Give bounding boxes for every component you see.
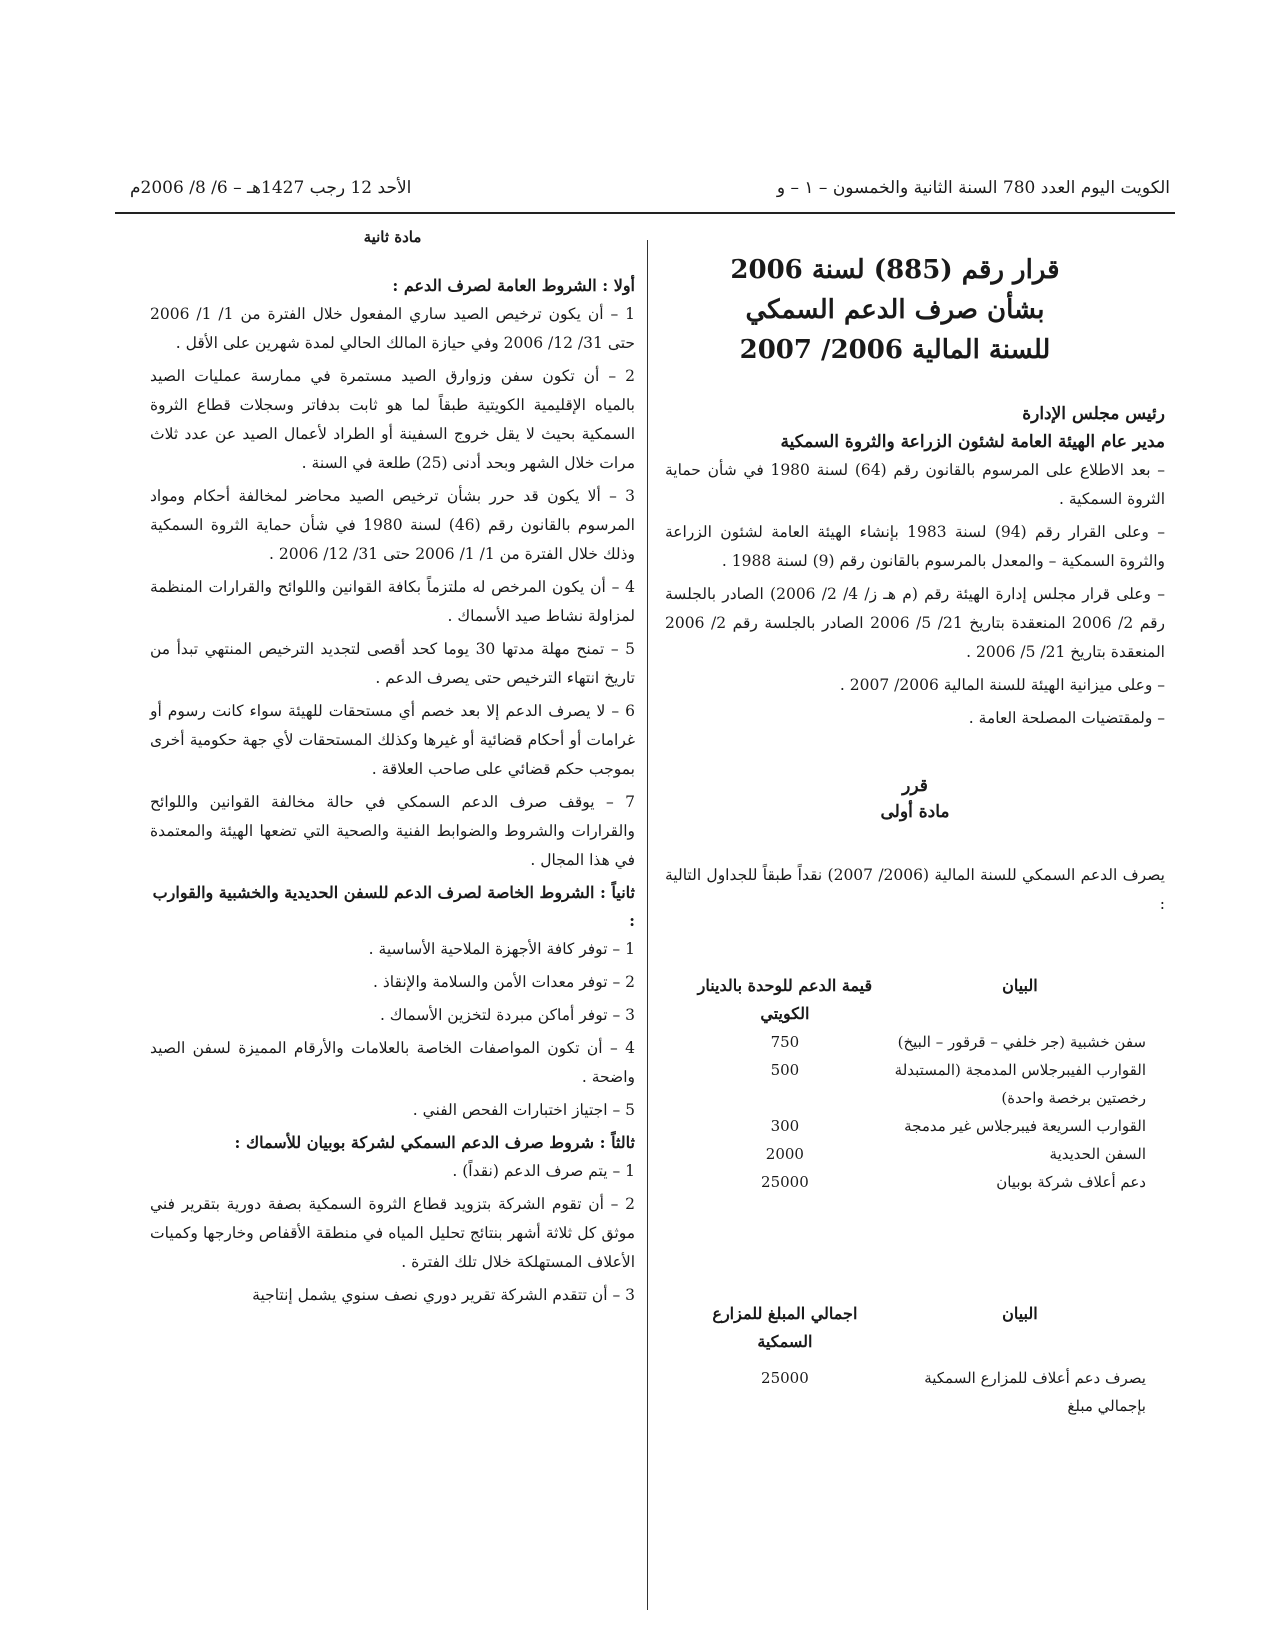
condition-item: 2 – توفر معدات الأمن والسلامة والإنقاذ . [373, 973, 635, 991]
article-1-title: مادة أولى [880, 802, 950, 822]
condition-item: 4 – أن يكون المرخص له ملتزماً بكافة القوانين واللوائح والقرارات المنظمة لمزاولة نشاط صيد الأسماك . [150, 578, 635, 625]
section-heading-vessels: ثانياً : الشروط الخاصة لصرف الدعم للسفن الحديدية والخشبية والقوارب : [152, 883, 635, 930]
table-cell-value: 300 [770, 1117, 800, 1135]
left-column [150, 228, 635, 1314]
condition-item: 6 – لا يصرف الدعم إلا بعد خصم أي مستحقات للهيئة سواء كانت رسوم أو غرامات أو أحكام قضائية أو غيرها وكذلك المستحقات لأي جهة حكومية أخرى بموجب حكم قضائي على صاحب العلاقة . [150, 702, 635, 778]
table-row [680, 1356, 1150, 1420]
header-rule [115, 212, 1175, 214]
preamble-item: – بعد الاطلاع على المرسوم بالقانون رقم (64) لسنة 1980 في شأن حماية الثروة السمكية . [665, 461, 1165, 508]
condition-item: 2 – أن تكون سفن وزوارق الصيد مستمرة في ممارسة عمليات الصيد بالمياه الإقليمية الكويتية طبقاً لما هو ثابت بدفاتر وسجلات قطاع الثروة السمكية بحيث لا يقل خروج السفينة أو الطراد لأعمال الصيد عن عدد ثلاث مرات خلال الشهر وبحد أدنى (25) طلعة في السنة . [150, 367, 635, 472]
table-row [680, 1028, 1150, 1056]
condition-item: 3 – توفر أماكن مبردة لتخزين الأسماك . [379, 1006, 635, 1024]
subsidy-table [680, 972, 1150, 1196]
preamble-item: – وعلى ميزانية الهيئة للسنة المالية 2006/ 2007 . [839, 676, 1165, 694]
condition-item: 5 – اجتياز اختبارات الفحص الفني . [412, 1101, 635, 1119]
table-header-value: اجمالي المبلغ للمزارع السمكية [712, 1304, 858, 1351]
header-date: الأحد 12 رجب 1427هـ – 6/ 8/ 2006م [130, 178, 412, 198]
table-header-desc: البيان [1002, 976, 1038, 995]
column-divider [647, 240, 648, 1610]
condition-item: 5 – تمنح مهلة مدتها 30 يوما كحد أقصى لتجديد الترخيص المنتهي تبدأ من تاريخ انتهاء الترخيص حتى يصرف الدعم . [150, 640, 635, 687]
article-2-title: مادة ثانية [363, 228, 422, 246]
condition-item: 7 – يوقف صرف الدعم السمكي في حالة مخالفة القوانين واللوائح والقرارات والشروط والضوابط الفنية والصحية التي تضعها الهيئة والمعتمدة في هذا المجال . [150, 793, 635, 869]
table-header-row [680, 1300, 1150, 1356]
condition-item: 1 – أن يكون ترخيص الصيد ساري المفعول خلال الفترة من 1/ 1/ 2006 حتى 31/ 12/ 2006 وفي حيازة المالك الحالي لمدة شهرين على الأقل . [150, 305, 635, 352]
decision-title-line: للسنة المالية 2006/ 2007 [739, 335, 1051, 365]
table-cell-desc: القوارب الفيبرجلاس المدمجة (المستبدلة رخصتين برخصة واحدة) [894, 1061, 1146, 1107]
issuer-title: رئيس مجلس الإدارة [1022, 404, 1165, 424]
table-row [680, 1112, 1150, 1140]
table-cell-value: 750 [770, 1033, 800, 1051]
table-cell-desc: دعم أعلاف شركة بوبيان [996, 1173, 1146, 1191]
condition-item: 3 – ألا يكون قد حرر بشأن ترخيص الصيد محاضر لمخالفة أحكام ومواد المرسوم بالقانون رقم (46) لسنة 1980 في شأن حماية الثروة السمكية وذلك خلال الفترة من 1/ 1/ 2006 حتى 31/ 12/ 2006 . [150, 487, 635, 563]
decision-title [665, 250, 1125, 370]
condition-item: 1 – يتم صرف الدعم (نقداً) . [452, 1162, 635, 1180]
fish-farm-table [680, 1300, 1150, 1420]
table-row [680, 1140, 1150, 1168]
section-heading-boubyan: ثالثاً : شروط صرف الدعم السمكي لشركة بوبيان للأسماك : [234, 1133, 635, 1152]
decision-title-line: قرار رقم (885) لسنة 2006 [730, 255, 1060, 285]
issuer-position: مدير عام الهيئة العامة لشئون الزراعة والثروة السمكية [780, 432, 1165, 452]
condition-item: 1 – توفر كافة الأجهزة الملاحية الأساسية . [368, 940, 635, 958]
right-column [665, 250, 1165, 923]
table-cell-desc: سفن خشبية (جر خلفي – قرقور – البيخ) [897, 1033, 1146, 1051]
decision-title-line: بشأن صرف الدعم السمكي [745, 295, 1045, 325]
table-cell-value: 25000 [761, 1173, 809, 1191]
condition-item: 3 – أن تتقدم الشركة تقرير دوري نصف سنوي يشمل إنتاجية [252, 1286, 635, 1304]
decided-heading: قرر [902, 776, 928, 796]
preamble-item: – ولمقتضيات المصلحة العامة . [968, 709, 1165, 727]
table-header-desc: البيان [1002, 1304, 1038, 1323]
table-cell-value: 25000 [761, 1369, 809, 1387]
section-heading-general: أولا : الشروط العامة لصرف الدعم : [392, 276, 635, 295]
article-1-text: يصرف الدعم السمكي للسنة المالية (2006/ 2007) نقداً طبقاً للجداول التالية : [665, 866, 1165, 913]
table-row [680, 1168, 1150, 1196]
preamble-item: – وعلى قرار مجلس إدارة الهيئة رقم (م هـ ز/ 4/ 2/ 2006) الصادر بالجلسة رقم 2/ 2006 المنعقدة بتاريخ 21/ 5/ 2006 الصادر بالجلسة رقم 2/ 2006 المنعقدة بتاريخ 21/ 5/ 2006 . [665, 585, 1166, 661]
table-cell-desc: يصرف دعم أعلاف للمزارع السمكية بإجمالي مبلغ [924, 1369, 1146, 1415]
condition-item: 2 – أن تقوم الشركة بتزويد قطاع الثروة السمكية بصفة دورية بتقرير فني موثق كل ثلاثة أشهر بنتائج تحليل المياه في منطقة الأقفاص وخارجها وكميات الأعلاف المستهلكة خلال تلك الفترة . [150, 1195, 635, 1271]
table-row [680, 1056, 1150, 1112]
header-issue-info: الكويت اليوم العدد 780 السنة الثانية والخمسون – ١ – و [776, 178, 1170, 198]
table-cell-desc: السفن الحديدية [1049, 1145, 1146, 1163]
table-cell-value: 500 [770, 1061, 800, 1079]
table-cell-value: 2000 [765, 1145, 804, 1163]
table-cell-desc: القوارب السريعة فيبرجلاس غير مدمجة [904, 1117, 1146, 1135]
condition-item: 4 – أن تكون المواصفات الخاصة بالعلامات والأرقام المميزة لسفن الصيد واضحة . [150, 1039, 635, 1086]
table-header-value: قيمة الدعم للوحدة بالدينار الكويتي [697, 976, 873, 1023]
table-header-row [680, 972, 1150, 1028]
preamble-item: – وعلى القرار رقم (94) لسنة 1983 بإنشاء الهيئة العامة لشئون الزراعة والثروة السمكية – والمعدل بالمرسوم بالقانون رقم (9) لسنة 1988 . [665, 523, 1165, 570]
